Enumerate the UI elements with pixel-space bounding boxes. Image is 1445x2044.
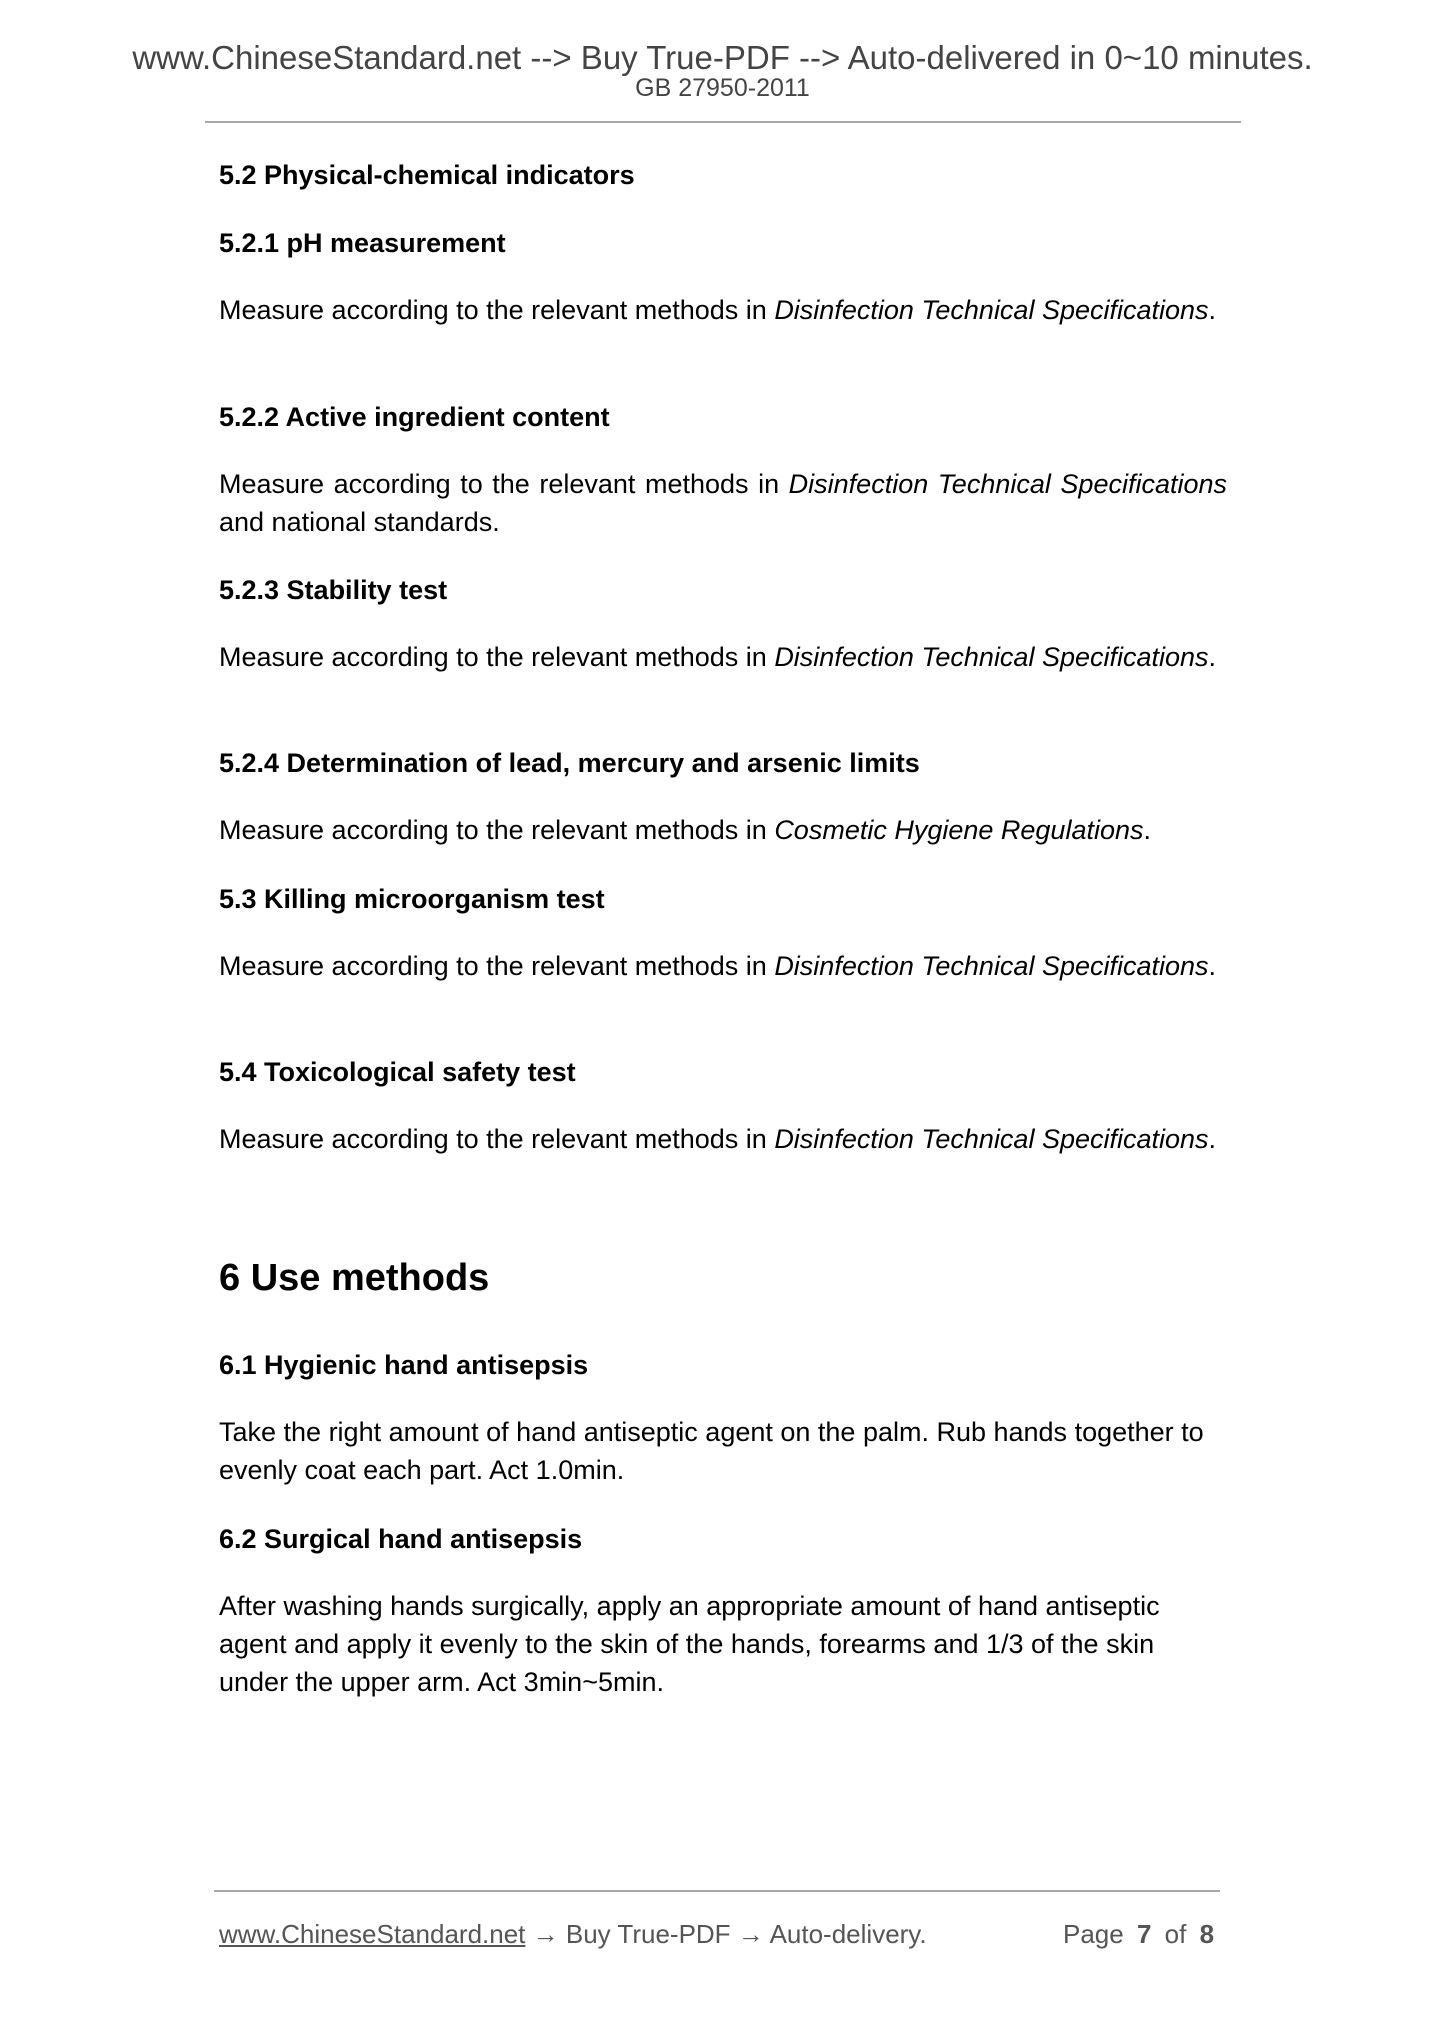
footer-trail: → Buy True-PDF → Auto-delivery. — [525, 1919, 927, 1949]
heading-5-3: 5.3 Killing microorganism test — [219, 884, 605, 914]
header-banner: www.ChineseStandard.net --> Buy True-PDF --> Auto-delivered in 0~10 minutes. — [132, 39, 1313, 76]
paragraph-text: . — [1208, 1124, 1217, 1154]
paragraph-text: Measure according to the relevant methods in — [219, 815, 775, 845]
heading-5-2-4: 5.2.4 Determination of lead, mercury and arsenic limits — [219, 748, 920, 778]
paragraph-text: . — [1143, 815, 1152, 845]
page-total: 8 — [1199, 1919, 1215, 1949]
citation-title: Disinfection Technical Specifications — [774, 1124, 1209, 1154]
of-label: of — [1164, 1919, 1187, 1949]
paragraph-text: Measure according to the relevant methods in — [219, 295, 775, 325]
paragraph-6-2: After washing hands surgically, apply an appropriate amount of hand antiseptic agent and apply it evenly to the skin of the hands, forearms and 1/3 of the skin under the upper arm. Act 3min~5min. — [219, 1591, 1160, 1697]
heading-6: 6 Use methods — [219, 1257, 490, 1299]
heading-5-2: 5.2 Physical-chemical indicators — [219, 160, 635, 190]
paragraph-6-1: Take the right amount of hand antiseptic agent on the palm. Rub hands together to evenly coat each part. Act 1.0min. — [219, 1417, 1204, 1485]
heading-6-2: 6.2 Surgical hand antisepsis — [219, 1524, 583, 1554]
paragraph-text: . — [1208, 951, 1217, 981]
paragraph-text: Measure according to the relevant methods in — [219, 469, 789, 499]
standard-id: GB 27950-2011 — [635, 74, 810, 102]
paragraph-5-3 — [219, 947, 1227, 985]
footer-divider — [214, 1890, 1220, 1892]
paragraph-5-2-4 — [219, 811, 1227, 849]
citation-title: Disinfection Technical Specifications — [774, 295, 1209, 325]
paragraph-5-2-1 — [219, 291, 1227, 329]
citation-title: Disinfection Technical Specifications — [788, 469, 1228, 499]
heading-5-2-1: 5.2.1 pH measurement — [219, 228, 506, 258]
paragraph-text: and national standards. — [219, 507, 500, 537]
page-current: 7 — [1136, 1919, 1152, 1949]
paragraph-5-4 — [219, 1120, 1227, 1158]
citation-title: Cosmetic Hygiene Regulations — [774, 815, 1144, 845]
paragraph-text: . — [1208, 642, 1217, 672]
page-label: Page — [1063, 1919, 1124, 1949]
paragraph-text: Measure according to the relevant methods in — [219, 642, 775, 672]
citation-title: Disinfection Technical Specifications — [774, 642, 1209, 672]
page-indicator — [1063, 1918, 1214, 1950]
paragraph-5-2-2 — [219, 465, 1227, 541]
paragraph-text: . — [1208, 295, 1217, 325]
heading-5-2-2: 5.2.2 Active ingredient content — [219, 402, 610, 432]
footer-promo — [219, 1918, 927, 1950]
citation-title: Disinfection Technical Specifications — [774, 951, 1209, 981]
paragraph-5-2-3 — [219, 638, 1227, 676]
paragraph-text: Measure according to the relevant methods in — [219, 951, 775, 981]
heading-5-2-3: 5.2.3 Stability test — [219, 575, 448, 605]
heading-5-4: 5.4 Toxicological safety test — [219, 1057, 576, 1087]
paragraph-text: Measure according to the relevant methods in — [219, 1124, 775, 1154]
site-link[interactable]: www.ChineseStandard.net — [219, 1919, 526, 1949]
heading-6-1: 6.1 Hygienic hand antisepsis — [219, 1350, 589, 1380]
header-divider — [205, 121, 1241, 123]
